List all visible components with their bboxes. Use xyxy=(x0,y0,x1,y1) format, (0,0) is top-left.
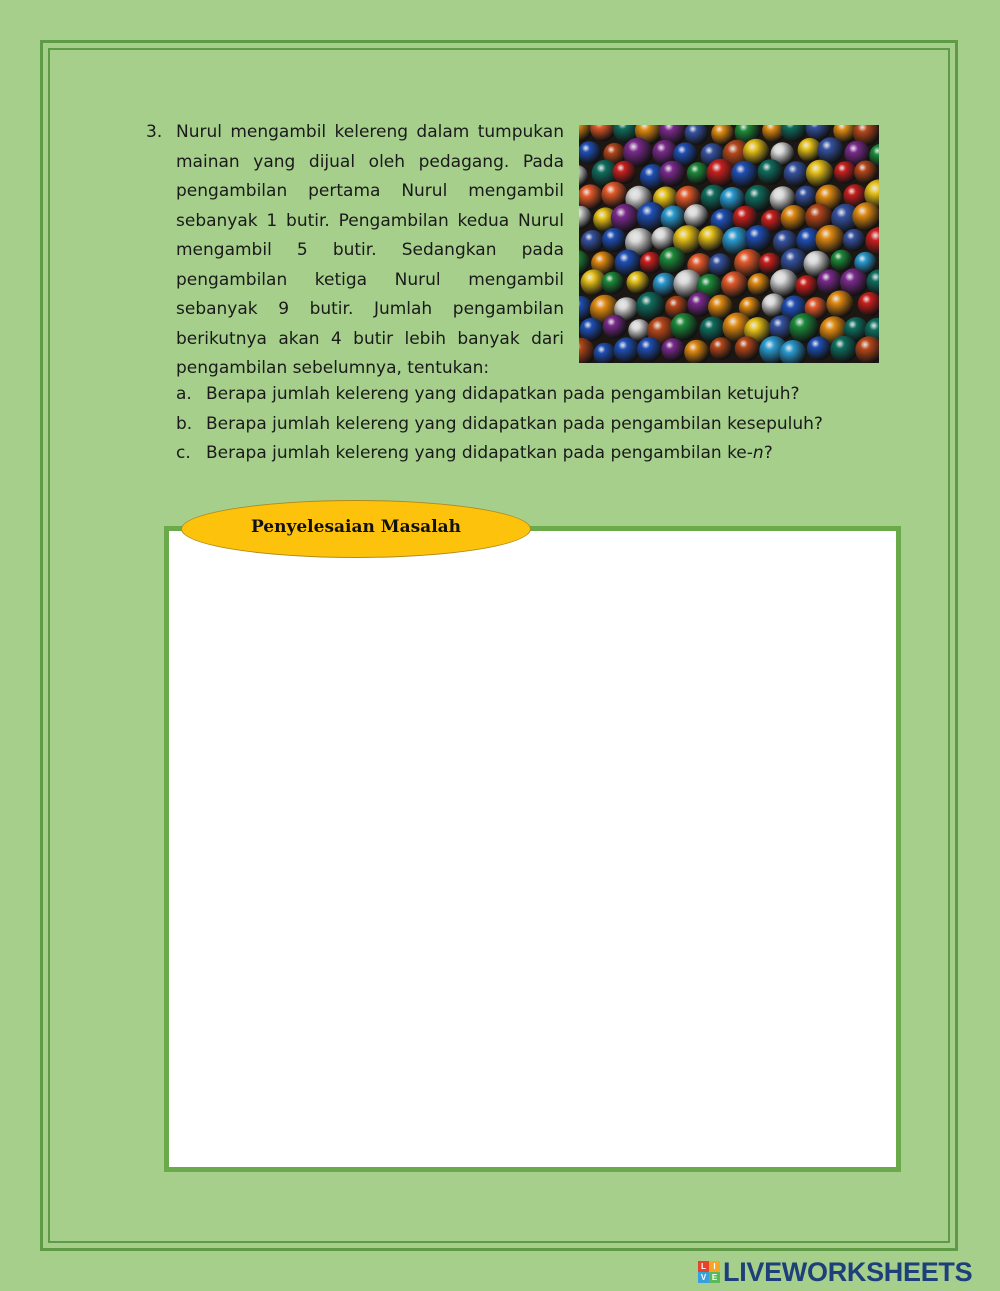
problem-text xyxy=(176,118,564,384)
marble-shape xyxy=(781,205,807,231)
marble-shape xyxy=(603,315,627,339)
question-text-prefix: Berapa jumlah kelereng yang didapatkan pada pengambilan ke- xyxy=(206,443,753,463)
marble-shape xyxy=(698,226,724,252)
marble-shape xyxy=(685,125,708,145)
problem-number: 3. xyxy=(146,122,163,142)
marble-shape xyxy=(579,141,601,164)
marble-shape xyxy=(710,337,733,360)
marble-shape xyxy=(579,338,595,363)
marble-shape xyxy=(640,252,662,274)
problem-line: berikutnya akan 4 butir lebih banyak dari xyxy=(176,328,564,349)
marble-shape xyxy=(659,247,686,274)
marble-shape xyxy=(858,292,879,316)
solution-title-badge xyxy=(181,500,531,558)
logo-letter: I xyxy=(709,1261,720,1272)
marble-shape xyxy=(748,273,771,296)
logo-letter: E xyxy=(709,1272,720,1283)
marble-shape xyxy=(807,336,831,360)
marble-shape xyxy=(614,337,640,363)
marble-shape xyxy=(602,272,625,295)
question-label: c. xyxy=(176,443,191,463)
marble-shape xyxy=(784,161,810,187)
marble-shape xyxy=(659,161,685,187)
problem-line: pengambilan ketiga Nurul mengambil xyxy=(176,269,564,290)
marble-shape xyxy=(594,343,616,363)
logo-letter: L xyxy=(698,1261,709,1272)
marble-shape xyxy=(581,230,604,253)
marble-shape xyxy=(627,271,650,294)
problem-line: sebanyak 1 butir. Pengambilan kedua Nurul xyxy=(176,210,564,231)
question-label: a. xyxy=(176,384,192,404)
marble-shape xyxy=(684,204,709,229)
problem-line: pengambilan sebelumnya, tentukan: xyxy=(176,358,490,378)
question-text: Berapa jumlah kelereng yang didapatkan pada pengambilan kesepuluh? xyxy=(206,414,823,434)
marble-shape xyxy=(684,340,709,363)
logo-letter: V xyxy=(698,1272,709,1283)
problem-line: mengambil 5 butir. Sedangkan pada xyxy=(176,240,564,260)
logo-mark-icon xyxy=(698,1261,720,1283)
marble-shape xyxy=(806,160,834,188)
marble-shape xyxy=(830,250,852,272)
marble-shape xyxy=(707,159,735,187)
marble-shape xyxy=(602,228,626,252)
marble-shape xyxy=(580,318,604,342)
question-text xyxy=(206,443,773,463)
marble-shape xyxy=(834,161,857,184)
problem-line: sebanyak 9 butir. Jumlah pengambilan xyxy=(176,299,564,319)
marble-shape xyxy=(661,338,684,361)
marble-shape xyxy=(745,225,772,252)
marble-shape xyxy=(731,161,758,188)
problem-line: pengambilan pertama Nurul mengambil xyxy=(176,181,564,201)
marble-shape xyxy=(613,161,636,184)
marble-shape xyxy=(590,125,616,141)
marble-shape xyxy=(865,227,879,256)
marble-shape xyxy=(826,291,853,318)
question-variable: n xyxy=(752,443,764,463)
problem-line: mainan yang dijual oleh pedagang. Pada xyxy=(176,151,564,172)
marble-shape xyxy=(735,336,760,361)
marble-shape xyxy=(770,269,798,297)
solution-title: Penyelesaian Masalah xyxy=(250,517,462,537)
marble-shape xyxy=(637,337,662,362)
liveworksheets-logo xyxy=(698,1258,972,1286)
marble-shape xyxy=(758,159,784,185)
question-label: b. xyxy=(176,414,193,434)
answer-area[interactable] xyxy=(164,526,901,1172)
marble-shape xyxy=(795,275,818,298)
marble-shape xyxy=(579,165,588,187)
marble-shape xyxy=(721,271,748,298)
marble-shape xyxy=(670,313,698,341)
marble-shape xyxy=(781,125,807,142)
question-text: Berapa jumlah kelereng yang didapatkan pada pengambilan ketujuh? xyxy=(206,384,800,404)
question-text-suffix: ? xyxy=(763,443,773,463)
problem-line: Nurul mengambil kelereng dalam tumpukan xyxy=(176,122,564,142)
marble-shape xyxy=(601,182,627,208)
marbles-photo xyxy=(579,125,879,363)
marble-shape xyxy=(830,336,857,363)
marble-shape xyxy=(687,162,710,185)
marble-shape xyxy=(843,229,865,251)
logo-wordmark: LIVEWORKSHEETS xyxy=(723,1257,973,1287)
marble-shape xyxy=(636,292,665,321)
